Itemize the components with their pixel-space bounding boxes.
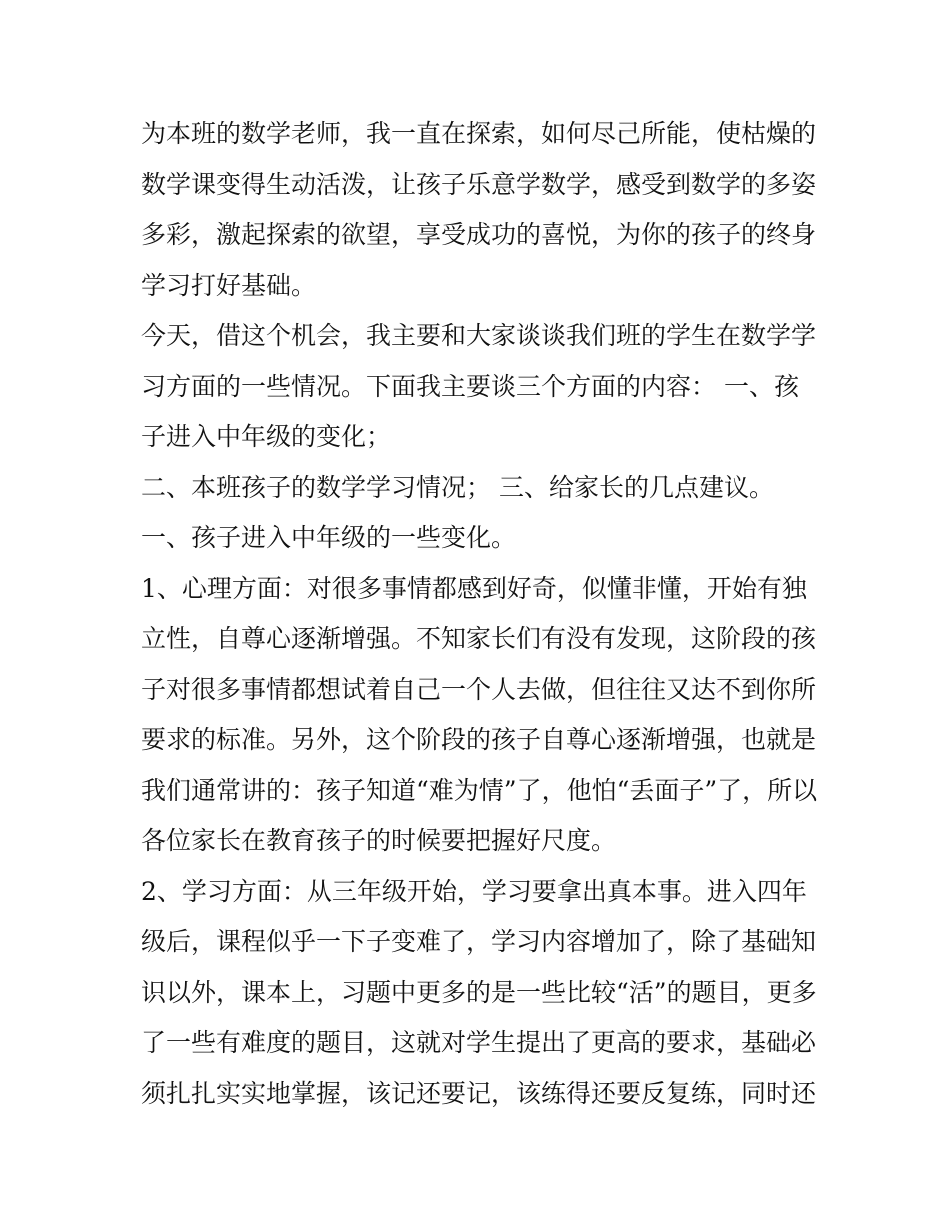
text-line: 今天，借这个机会，我主要和大家谈谈我们班的学生在数学学 [141,321,817,350]
text-line: 须扎扎实实地掌握，该记还要记，该练得还要反复练，同时还 [141,1078,817,1108]
text-line: 多彩，激起探索的欲望，享受成功的喜悦，为你的孩子的终身 [141,220,817,249]
section-heading: 一、孩子进入中年级的一些变化。 [141,523,517,552]
text-line: 我们通常讲的：孩子知道“难为情”了，他怕“丢面子”了，所以 [141,775,818,805]
text-line: 立性，自尊心逐渐增强。不知家长们有没有发现，这阶段的孩 [141,624,817,653]
text-line: 为本班的数学老师，我一直在探索，如何尽己所能，使枯燥的 [141,119,817,148]
text-line: 要求的标准。另外，这个阶段的孩子自尊心逐渐增强，也就是 [141,725,817,754]
text-line: 级后，课程似乎一下子变难了，学习内容增加了，除了基础知 [141,927,817,956]
text-line: 习方面的一些情况。下面我主要谈三个方面的内容： 一、孩 [141,371,799,401]
document-body [141,109,816,1119]
text-line: 1、心理方面：对很多事情都感到好奇，似懂非懂，开始有独 [141,573,807,603]
text-line: 二、本班孩子的数学学习情况； 三、给家长的几点建议。 [141,472,774,502]
text-line: 了一些有难度的题目，这就对学生提出了更高的要求，基础必 [141,1028,817,1057]
text-line: 各位家长在教育孩子的时候要把握好尺度。 [141,826,617,855]
text-line: 学习打好基础。 [141,270,317,300]
text-line: 2、学习方面：从三年级开始，学习要拿出真本事。进入四年 [141,876,807,906]
text-line: 数学课变得生动活泼，让孩子乐意学数学，感受到数学的多姿 [141,169,817,199]
text-line: 识以外，课本上，习题中更多的是一些比较“活”的题目，更多 [141,977,817,1007]
text-line: 子对很多事情都想试着自己一个人去做，但往往又达不到你所 [141,674,817,704]
text-line: 子进入中年级的变化； [141,422,392,451]
